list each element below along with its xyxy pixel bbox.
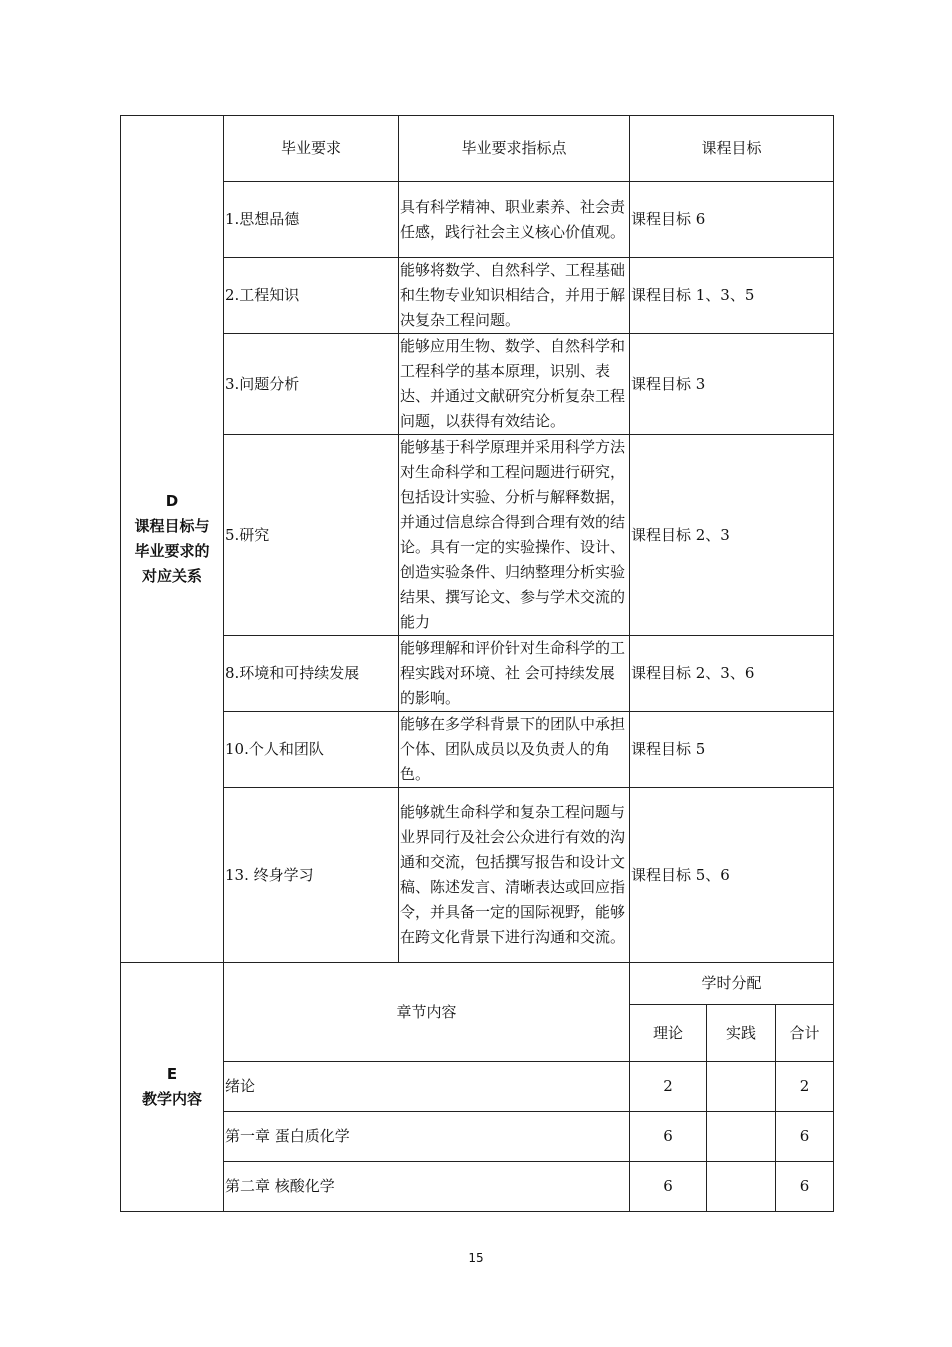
section-d-title-line-2: 毕业要求的 (134, 542, 210, 560)
goal-cell: 课程目标 2、3 (630, 435, 834, 636)
table-row (121, 182, 834, 258)
requirement-cell: 2.工程知识 (224, 258, 399, 334)
requirement-cell: 13. 终身学习 (224, 788, 399, 963)
requirement-cell: 8.环境和可持续发展 (224, 636, 399, 712)
total-hours-cell: 6 (776, 1162, 834, 1212)
chapter-cell: 绪论 (224, 1062, 630, 1112)
section-d-title-line-3: 对应关系 (141, 567, 202, 585)
section-e-title: 教学内容 (141, 1090, 202, 1108)
table-row (121, 1162, 834, 1212)
theory-hours-cell: 6 (630, 1112, 707, 1162)
table-row (121, 1112, 834, 1162)
goal-cell: 课程目标 1、3、5 (630, 258, 834, 334)
section-d-label (121, 116, 224, 963)
requirement-cell: 3.问题分析 (224, 334, 399, 435)
requirement-cell: 10.个人和团队 (224, 712, 399, 788)
page-number: 15 (468, 1251, 484, 1265)
header-indicator: 毕业要求指标点 (399, 116, 630, 182)
header-requirement: 毕业要求 (224, 116, 399, 182)
section-d-title-line-1: 课程目标与 (134, 517, 210, 535)
indicator-cell: 具有科学精神、职业素养、社会责任感，践行社会主义核心价值观。 (399, 182, 630, 258)
goal-cell: 课程目标 2、3、6 (630, 636, 834, 712)
section-e-code: E (166, 1065, 178, 1083)
table-row (121, 636, 834, 712)
section-d-code: D (165, 492, 179, 510)
header-course-goal: 课程目标 (630, 116, 834, 182)
chapter-cell: 第二章 核酸化学 (224, 1162, 630, 1212)
indicator-cell: 能够基于科学原理并采用科学方法对生命科学和工程问题进行研究，包括设计实验、分析与解释数据，并通过信息综合得到合理有效的结论。具有一定的实验操作、设计、创造实验条件、归纳整理分析实验结果、撰写论文、参与学术交流的能力 (399, 435, 630, 636)
goal-cell: 课程目标 3 (630, 334, 834, 435)
course-table (120, 115, 834, 1212)
header-hours-allocation: 学时分配 (630, 963, 834, 1005)
chapter-cell: 第一章 蛋白质化学 (224, 1112, 630, 1162)
requirement-cell: 1.思想品德 (224, 182, 399, 258)
practice-hours-cell (707, 1162, 776, 1212)
indicator-cell: 能够就生命科学和复杂工程问题与业界同行及社会公众进行有效的沟通和交流，包括撰写报告和设计文稿、陈述发言、清晰表达或回应指令，并具备一定的国际视野，能够在跨文化背景下进行沟通和交流。 (399, 788, 630, 963)
table-row (121, 712, 834, 788)
table-row (121, 788, 834, 963)
goal-cell: 课程目标 5、6 (630, 788, 834, 963)
total-hours-cell: 6 (776, 1112, 834, 1162)
requirement-cell: 5.研究 (224, 435, 399, 636)
header-theory: 理论 (630, 1005, 707, 1062)
table-row (121, 1062, 834, 1112)
total-hours-cell: 2 (776, 1062, 834, 1112)
section-e-label (121, 963, 224, 1212)
practice-hours-cell (707, 1062, 776, 1112)
indicator-cell: 能够理解和评价针对生命科学的工程实践对环境、社 会可持续发展的影响。 (399, 636, 630, 712)
table-row (121, 258, 834, 334)
indicator-cell: 能够在多学科背景下的团队中承担个体、团队成员以及负责人的角色。 (399, 712, 630, 788)
indicator-cell: 能够将数学、自然科学、工程基础和生物专业知识相结合，并用于解决复杂工程问题。 (399, 258, 630, 334)
practice-hours-cell (707, 1112, 776, 1162)
header-chapter-content: 章节内容 (224, 963, 630, 1062)
table-row (121, 334, 834, 435)
theory-hours-cell: 2 (630, 1062, 707, 1112)
goal-cell: 课程目标 5 (630, 712, 834, 788)
header-practice: 实践 (707, 1005, 776, 1062)
goal-cell: 课程目标 6 (630, 182, 834, 258)
theory-hours-cell: 6 (630, 1162, 707, 1212)
header-total: 合计 (776, 1005, 834, 1062)
indicator-cell: 能够应用生物、数学、自然科学和工程科学的基本原理，识别、表达、并通过文献研究分析复杂工程问题，以获得有效结论。 (399, 334, 630, 435)
table-row (121, 435, 834, 636)
